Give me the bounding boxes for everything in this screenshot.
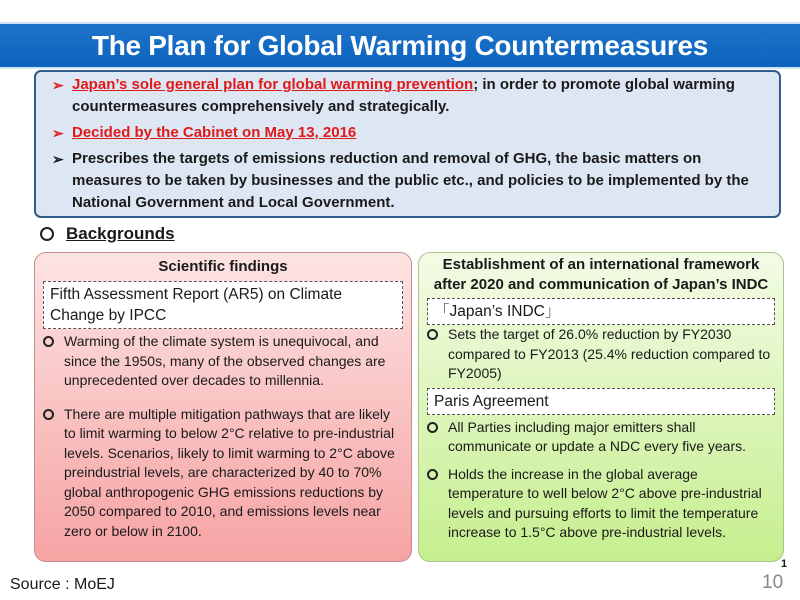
bullet-text: There are multiple mitigation pathways that are likely to limit warming to below 2°C relative to pre-industrial levels. Scenarios, likely to limit warming to 2°C above preindustrial levels, are characterized by 40 to 70% global anthropogenic GHG emissions reductions by 2050 compared to 2010, and emissions levels near zero or below in 2100.: [64, 405, 395, 539]
ar5-box: Fifth Assessment Report (AR5) on Climate Change by IPCC: [43, 281, 403, 329]
circle-bullet-icon: [43, 336, 54, 347]
international-framework-panel: [418, 252, 784, 562]
paris-agreement-box: Paris Agreement: [427, 388, 775, 415]
list-item: [43, 405, 403, 542]
circle-bullet-icon: [427, 329, 438, 340]
arrow-bullet-icon: ➢: [52, 151, 64, 167]
panel-title: Scientific findings: [158, 258, 288, 275]
summary-item: [52, 122, 769, 144]
circle-bullet-icon: [40, 227, 54, 241]
list-item: [427, 465, 775, 543]
summary-highlight: Japan’s sole general plan for global warming prevention: [72, 76, 474, 93]
slide-number: 10: [762, 572, 784, 593]
list-item: [427, 325, 775, 384]
bullet-text: Sets the target of 26.0% reduction by FY2030 compared to FY2013 (25.4% reduction compared to FY2005): [448, 326, 771, 381]
circle-bullet-icon: [43, 409, 54, 420]
list-item: [43, 332, 403, 391]
arrow-bullet-icon: ➢: [52, 125, 64, 141]
backgrounds-heading: [40, 224, 175, 244]
summary-item: [52, 148, 769, 214]
bullet-text: Holds the increase in the global average temperature to well below 2°C above pre-industrial levels and pursuing efforts to limit the temperature increase to 1.5°C above pre-industrial levels.: [448, 465, 762, 540]
indc-box: 「Japan’s INDC」: [427, 298, 775, 325]
page-title: The Plan for Global Warming Countermeasures: [91, 29, 709, 61]
arrow-bullet-icon: ➢: [52, 77, 64, 93]
circle-bullet-icon: [427, 469, 438, 480]
summary-text: ; in order to promote global warming countermeasures comprehensively and strategically.: [72, 76, 735, 115]
backgrounds-label: Backgrounds: [66, 224, 175, 243]
scientific-findings-panel: [34, 252, 412, 562]
title-bar: [0, 22, 800, 69]
summary-box: [34, 70, 781, 218]
summary-highlight: Decided by the Cabinet on May 13, 2016: [72, 124, 357, 141]
bullet-text: All Parties including major emitters shall communicate or update a NDC every five years.: [448, 418, 747, 454]
list-item: [427, 418, 775, 457]
bullet-text: Warming of the climate system is unequivocal, and since the 1950s, many of the observed changes are unprecedented over decades to millennia.: [64, 333, 386, 388]
summary-text: Prescribes the targets of emissions reduction and removal of GHG, the basic matters on measures to be taken by businesses and the public etc., and policies to be implemented by the National Government and Local Government.: [72, 150, 749, 211]
source-note: Source : MoEJ: [10, 576, 115, 593]
slide-number-small: 1: [781, 558, 788, 570]
panel-title: Establishment of an international framework after 2020 and communication of Japan’s INDC: [433, 256, 769, 293]
summary-item: [52, 74, 769, 118]
circle-bullet-icon: [427, 422, 438, 433]
